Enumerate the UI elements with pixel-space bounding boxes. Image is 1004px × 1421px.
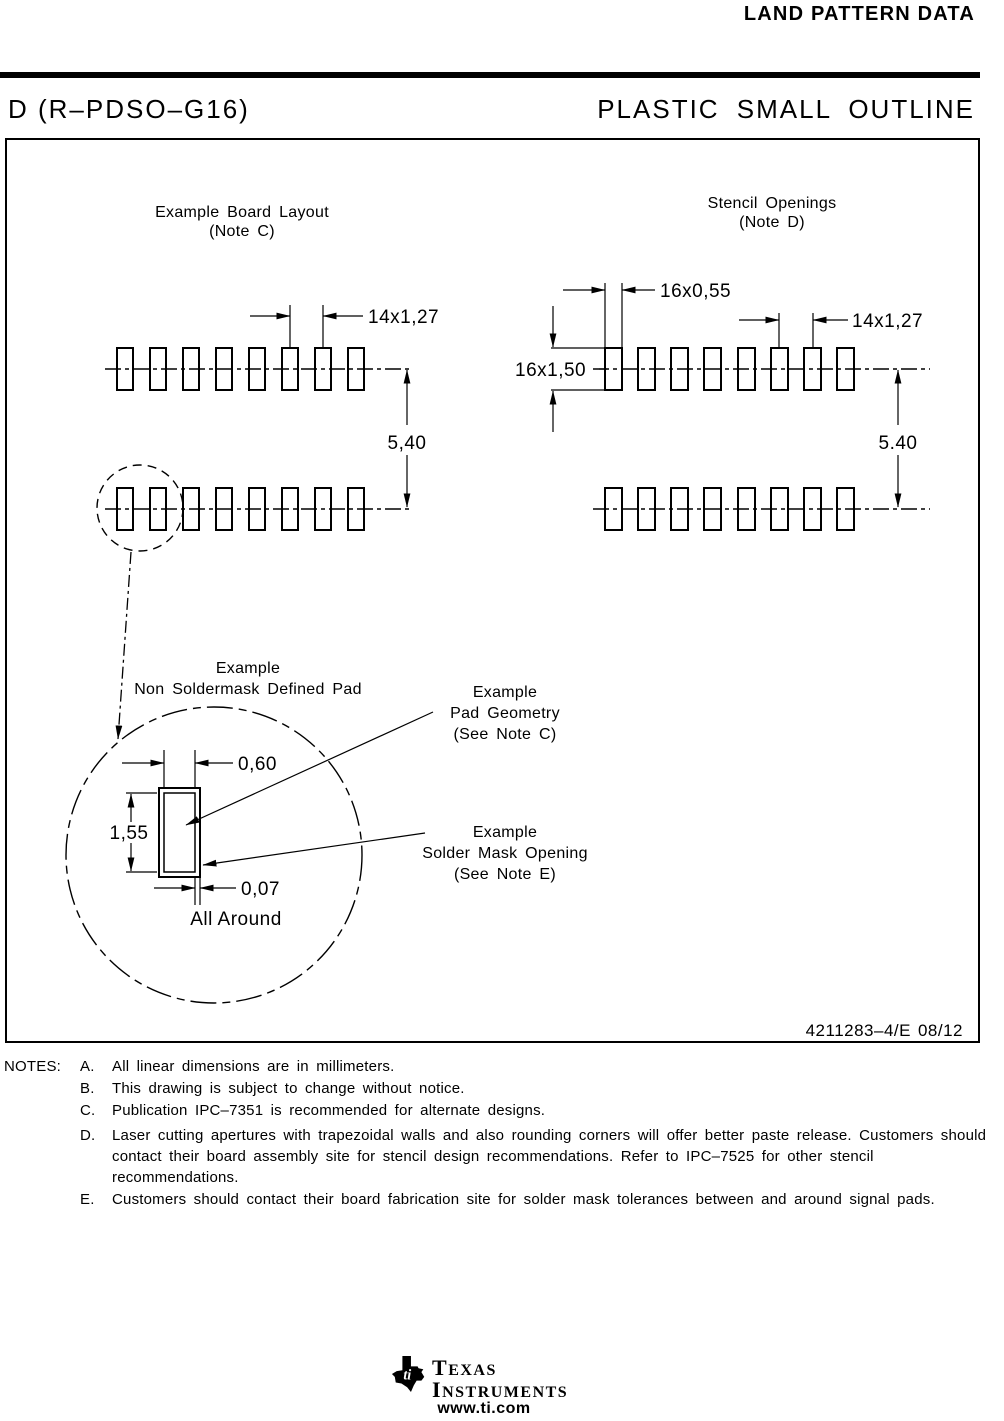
note-letter: D. bbox=[80, 1127, 96, 1144]
pad-geometry-callout bbox=[450, 684, 560, 743]
note-text: Laser cutting apertures with trapezoidal walls and also rounding corners will offer better paste release. Customers should contact their board assembly site for stencil design recommendations. Refer to IPC–7525 for other stencil recommendations. bbox=[112, 1127, 987, 1186]
footer bbox=[0, 1352, 1004, 1421]
brand-line-texas: TEXAS bbox=[432, 1355, 497, 1380]
board-row-spacing-dimension bbox=[388, 370, 427, 507]
solder-mask-callout-line3: (See Note E) bbox=[453, 866, 557, 883]
detail-leader-line bbox=[118, 552, 131, 739]
note-letter: A. bbox=[80, 1058, 95, 1075]
stencil-pitch-dimension bbox=[739, 311, 923, 347]
stencil-row-spacing-dimension bbox=[879, 370, 918, 507]
note-item bbox=[80, 1078, 1002, 1099]
stencil-opening-width-label: 16x0,55 bbox=[660, 281, 732, 302]
detail-title-line2: Non Soldermask Defined Pad bbox=[134, 681, 362, 698]
note-text: Publication IPC–7351 is recommended for alternate designs. bbox=[112, 1102, 546, 1119]
detail-title-line1: Example bbox=[215, 660, 281, 677]
solder-mask-callout bbox=[422, 824, 588, 883]
ti-monogram: ti bbox=[403, 1367, 412, 1384]
mask-clearance-note: All Around bbox=[190, 909, 282, 930]
solder-mask-opening-rect bbox=[159, 788, 200, 877]
pad-geometry-leader bbox=[186, 712, 433, 825]
brand-line-instruments: INSTRUMENTS bbox=[432, 1377, 569, 1402]
pad-geometry-callout-line1: Example bbox=[472, 684, 538, 701]
note-item bbox=[80, 1189, 1002, 1210]
board-pitch-dim-label: 14x1,27 bbox=[368, 307, 440, 328]
stencil-opening-height-label: 16x1,50 bbox=[515, 360, 587, 381]
land-pattern-drawing bbox=[5, 138, 980, 1043]
note-item bbox=[80, 1125, 1002, 1188]
detail-source-circle bbox=[97, 465, 183, 551]
board-layout-title: Example Board Layout bbox=[155, 204, 329, 221]
header-rule bbox=[0, 72, 980, 78]
drawing-border bbox=[6, 139, 979, 1042]
package-type: PLASTIC SMALL OUTLINE bbox=[597, 94, 975, 124]
detail-view-circle bbox=[66, 707, 362, 1003]
solder-mask-callout-line2: Solder Mask Opening bbox=[422, 845, 588, 862]
notes-heading: NOTES: bbox=[4, 1058, 62, 1075]
board-row-spacing-label: 5,40 bbox=[387, 433, 427, 454]
pad-geometry-rect bbox=[164, 793, 195, 872]
note-text: This drawing is subject to change without notice. bbox=[112, 1080, 465, 1097]
solder-mask-leader bbox=[203, 833, 425, 865]
note-item bbox=[80, 1056, 1002, 1077]
mask-clearance-dimension bbox=[154, 878, 280, 905]
note-letter: B. bbox=[80, 1080, 95, 1097]
pad-width-dimension bbox=[122, 750, 277, 787]
pad-geometry-callout-line2: Pad Geometry bbox=[450, 705, 560, 722]
board-layout-note-ref: (Note C) bbox=[209, 223, 275, 240]
page-title: LAND PATTERN DATA bbox=[743, 3, 975, 25]
doc-number: 4211283–4/E bbox=[805, 1021, 911, 1040]
package-code: D (R–PDSO–G16) bbox=[8, 94, 250, 124]
stencil-row-spacing-label: 5.40 bbox=[878, 433, 918, 454]
stencil-title: Stencil Openings bbox=[707, 195, 837, 212]
texas-instruments-logo-icon bbox=[391, 1355, 429, 1393]
stencil-note-ref: (Note D) bbox=[739, 214, 805, 231]
stencil-opening-width-dimension bbox=[563, 281, 731, 347]
solder-mask-callout-line1: Example bbox=[472, 824, 538, 841]
pad-geometry-callout-line3: (See Note C) bbox=[453, 726, 557, 743]
note-letter: C. bbox=[80, 1102, 96, 1119]
notes-section bbox=[4, 1056, 1002, 1211]
pad-width-label: 0,60 bbox=[238, 754, 277, 775]
note-text: Customers should contact their board fabrication site for solder mask tolerances between and around signal pads. bbox=[112, 1191, 935, 1208]
note-letter: E. bbox=[80, 1191, 95, 1208]
brand-wordmark bbox=[432, 1355, 569, 1402]
pad-height-dimension bbox=[110, 793, 157, 872]
subheader bbox=[8, 94, 975, 125]
pad-height-label: 1,55 bbox=[109, 823, 149, 844]
drawing-area bbox=[5, 138, 980, 1043]
mask-clearance-label: 0,07 bbox=[241, 879, 280, 900]
note-text: All linear dimensions are in millimeters. bbox=[112, 1058, 395, 1075]
board-pitch-dimension bbox=[250, 305, 439, 347]
note-item bbox=[80, 1100, 1002, 1121]
ti-website-url: www.ti.com bbox=[437, 1400, 531, 1417]
stencil-pitch-dim-label: 14x1,27 bbox=[852, 311, 924, 332]
doc-date: 08/12 bbox=[917, 1021, 963, 1040]
